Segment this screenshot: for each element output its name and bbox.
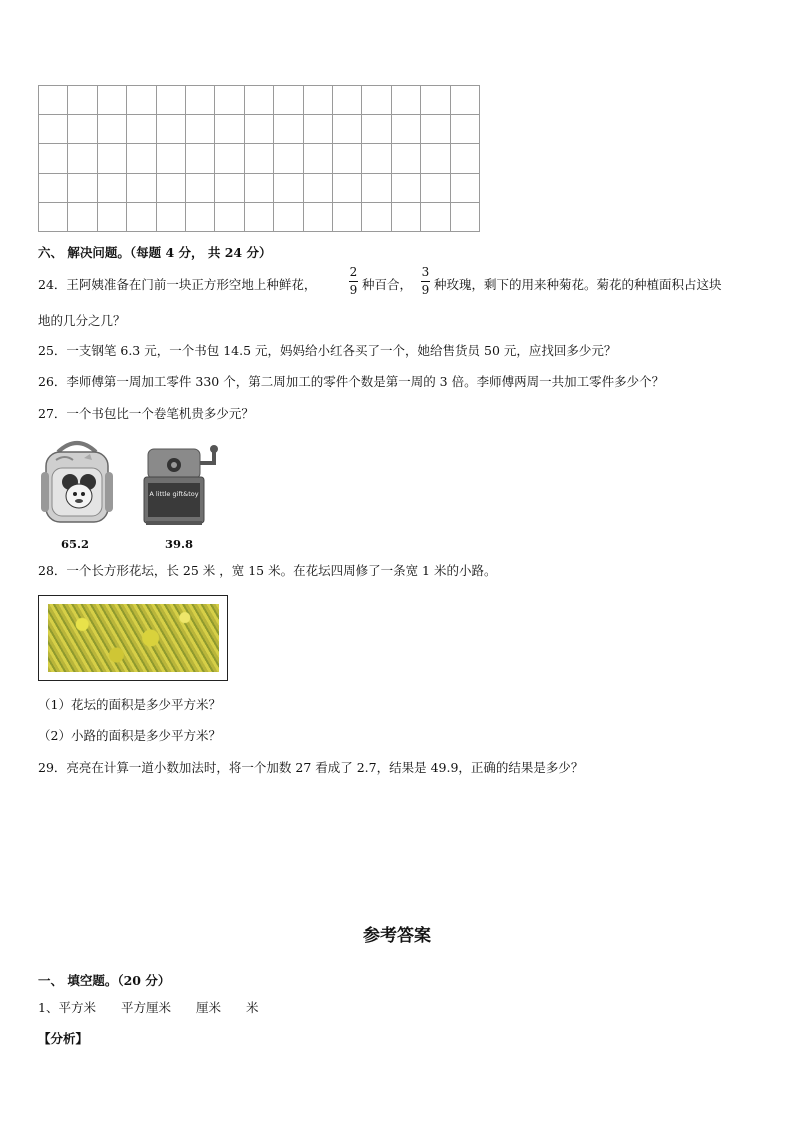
backpack-price: 65.2 bbox=[61, 537, 90, 551]
q24-mid: 种百合， bbox=[362, 277, 413, 292]
sharpener-price: 39.8 bbox=[165, 537, 194, 551]
q24-suffix: 种玫瑰，剩下的用来种菊花。菊花的种植面积占这块 bbox=[434, 277, 722, 292]
q27-text: 27．一个书包比一个卷笔机贵多少元？ bbox=[38, 406, 254, 421]
fraction-numerator: 2 bbox=[349, 265, 358, 279]
flower-field bbox=[48, 604, 219, 672]
fraction-numerator: 3 bbox=[421, 265, 430, 279]
analysis-label: 【分析】 bbox=[38, 1031, 89, 1046]
q26-text: 26．李师傅第一周加工零件 330 个，第二周加工的零件个数是第一周的 3 倍。李师傅两周一共加工零件多少个？ bbox=[38, 374, 665, 389]
q24-line2: 地的几分之几？ bbox=[38, 313, 126, 328]
section1-header: 一、 填空题。（20 分） bbox=[38, 973, 171, 988]
q25-text: 25．一支钢笔 6.3 元，一个书包 14.5 元，妈妈给小红各买了一个，她给售货员 50 元，应找回多少元？ bbox=[38, 343, 617, 358]
answers-title: 参考答案 bbox=[363, 926, 431, 946]
q28-text: 28．一个长方形花坛，长 25 米 ，宽 15 米。在花坛四周修了一条宽 1 米的小路。 bbox=[38, 563, 497, 578]
section6-header: 六、 解决问题。（每题 4 分， 共 24 分） bbox=[38, 245, 272, 260]
fraction-denominator: 9 bbox=[421, 283, 430, 297]
flower-bed-image bbox=[38, 595, 228, 681]
answer-1: 1、平方米 平方厘米 厘米 米 bbox=[38, 1000, 259, 1015]
sharpener-label: A little gift&toy bbox=[149, 490, 199, 498]
fraction-bar bbox=[421, 281, 430, 282]
fraction-bar bbox=[349, 281, 358, 282]
q24-fraction-2 bbox=[421, 266, 430, 297]
q28-sub1: （1）花坛的面积是多少平方米？ bbox=[38, 697, 221, 712]
q24-prefix: 24．王阿姨准备在门前一块正方形空地上种鲜花， bbox=[38, 277, 317, 292]
q29-text: 29．亮亮在计算一道小数加法时，将一个加数 27 看成了 2.7，结果是 49.9，正确的结果是多少？ bbox=[38, 760, 584, 775]
q24-fraction-1 bbox=[349, 266, 358, 297]
writing-grid bbox=[38, 85, 480, 232]
backpack-image bbox=[40, 438, 114, 526]
q28-sub2: （2）小路的面积是多少平方米？ bbox=[38, 728, 221, 743]
fraction-denominator: 9 bbox=[349, 283, 358, 297]
pencil-sharpener-image bbox=[138, 443, 224, 527]
